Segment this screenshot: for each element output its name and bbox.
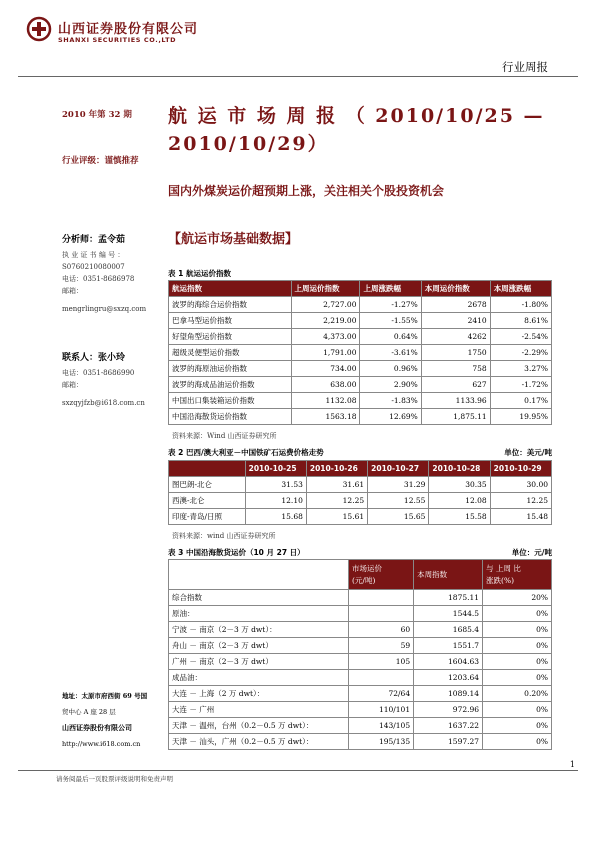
table-cell: 大连 － 广州 xyxy=(169,702,349,718)
company-website[interactable]: http://www.i618.com.cn xyxy=(62,740,141,748)
table-row xyxy=(169,686,552,702)
report-subtitle: 国内外煤炭运价超预期上涨，关注相关个股投资机会 xyxy=(168,184,445,198)
table2-header-cell: 2010-10-28 xyxy=(429,461,490,477)
table3-caption xyxy=(168,547,552,558)
table-cell: 1604.63 xyxy=(414,654,483,670)
table-cell: 195/135 xyxy=(349,734,414,750)
table-cell: 1875.11 xyxy=(414,590,483,606)
table-cell: 31.29 xyxy=(368,477,429,493)
table3-header-cell: 与 上周 比 涨跌(%) xyxy=(483,560,552,590)
table-cell: 0% xyxy=(483,622,552,638)
contact-phone: 电话：0351-8686990 xyxy=(62,369,135,377)
table3-header-row xyxy=(169,560,552,590)
table-cell: 1,875.11 xyxy=(421,409,490,425)
contact-info xyxy=(62,350,162,409)
table-row xyxy=(169,329,552,345)
table-cell: 0.20% xyxy=(483,686,552,702)
table-row xyxy=(169,702,552,718)
table2-caption xyxy=(168,447,552,458)
table-cell: 天津 － 温州，台州（0.2－0.5 万 dwt）： xyxy=(169,718,349,734)
table-cell: 15.61 xyxy=(306,509,367,525)
cert-number: S0760210080007 xyxy=(62,263,125,271)
table-cell: 2,727.00 xyxy=(291,297,360,313)
table-cell: 15.65 xyxy=(368,509,429,525)
disclaimer-text: 请务阅最后一页股票评级说明和免责声明 xyxy=(56,775,173,783)
table-cell: 图巴朗-北仑 xyxy=(169,477,246,493)
table-cell: -1.27% xyxy=(360,297,421,313)
analyst-name: 分析师：孟令茹 xyxy=(62,235,126,245)
issue-number: 2010 年第 32 期 xyxy=(62,110,132,120)
table-cell: 3.27% xyxy=(490,361,551,377)
table-cell: 1133.96 xyxy=(421,393,490,409)
table-cell: 638.00 xyxy=(291,377,360,393)
table-row xyxy=(169,409,552,425)
table-cell: 天津 － 汕头，广州（0.2－0.5 万 dwt）： xyxy=(169,734,349,750)
table-cell: 1544.5 xyxy=(414,606,483,622)
table-cell: 12.25 xyxy=(490,493,551,509)
table-row xyxy=(169,622,552,638)
table-row xyxy=(169,638,552,654)
table2-header-row xyxy=(169,461,552,477)
table-cell: 宁波 － 南京（2－3 万 dwt）： xyxy=(169,622,349,638)
table1-header-cell: 本周涨跌幅 xyxy=(490,281,551,297)
analyst-email-label: 邮箱： xyxy=(62,287,83,295)
table-cell: 60 xyxy=(349,622,414,638)
table-cell xyxy=(349,670,414,686)
table-cell: 110/101 xyxy=(349,702,414,718)
table-cell: 1637.22 xyxy=(414,718,483,734)
table-cell: 15.68 xyxy=(245,509,306,525)
table-cell: 15.48 xyxy=(490,509,551,525)
table-cell: 好望角型运价指数 xyxy=(169,329,292,345)
table-cell: 成品油： xyxy=(169,670,349,686)
table2-header-cell: 2010-10-26 xyxy=(306,461,367,477)
table1-caption: 表 1 航运运价指数 xyxy=(168,269,231,278)
table-cell: 105 xyxy=(349,654,414,670)
table-cell: 0% xyxy=(483,638,552,654)
table-cell: 8.61% xyxy=(490,313,551,329)
table-cell xyxy=(349,606,414,622)
table1-header-cell: 本周运价指数 xyxy=(421,281,490,297)
table-cell: 1089.14 xyxy=(414,686,483,702)
table-cell: 2.90% xyxy=(360,377,421,393)
table2-iron-ore-freight xyxy=(168,460,552,525)
table-cell: 4262 xyxy=(421,329,490,345)
table-cell: 1597.27 xyxy=(414,734,483,750)
table-cell: -3.61% xyxy=(360,345,421,361)
table2-header-cell xyxy=(169,461,246,477)
table-cell: 原油： xyxy=(169,606,349,622)
table2-header-cell: 2010-10-27 xyxy=(368,461,429,477)
table1-header-cell: 上周涨跌幅 xyxy=(360,281,421,297)
table-cell: 30.35 xyxy=(429,477,490,493)
table-cell: 0.64% xyxy=(360,329,421,345)
analyst-phone: 电话：0351-8686978 xyxy=(62,275,135,283)
table-cell: 印度-青岛/日照 xyxy=(169,509,246,525)
header-divider xyxy=(18,76,578,77)
table-cell: 广州 － 南京（2－3 万 dwt） xyxy=(169,654,349,670)
table-cell: 波罗的海成品油运价指数 xyxy=(169,377,292,393)
table-cell: -1.83% xyxy=(360,393,421,409)
table-cell xyxy=(349,590,414,606)
table-cell: 143/105 xyxy=(349,718,414,734)
footer-company: 山西证券股份有限公司 xyxy=(62,723,132,732)
table-cell: 12.08 xyxy=(429,493,490,509)
table2-header-cell: 2010-10-25 xyxy=(245,461,306,477)
table3-header-cell: 本周指数 xyxy=(414,560,483,590)
table1-header-row xyxy=(169,281,552,297)
table1-freight-index xyxy=(168,280,552,425)
table1-header-cell: 航运指数 xyxy=(169,281,292,297)
report-title: 航 运 市 场 周 报 （ 2010/10/25 — 2010/10/29） xyxy=(168,105,545,155)
table-cell: 1551.7 xyxy=(414,638,483,654)
table1-header-cell: 上周运价指数 xyxy=(291,281,360,297)
cert-label: 执 业 证 书 编 号 ： xyxy=(62,251,125,259)
address-line-1: 地址：太原市府西街 69 号国 xyxy=(62,692,148,700)
table-cell: 舟山 － 南京（2－3 万 dwt） xyxy=(169,638,349,654)
table-cell: 2,219.00 xyxy=(291,313,360,329)
report-type: 行业周报 xyxy=(502,60,548,74)
table-row xyxy=(169,590,552,606)
table-row xyxy=(169,509,552,525)
table-cell: 综合指数 xyxy=(169,590,349,606)
table-cell: 20% xyxy=(483,590,552,606)
table-cell: 大连 － 上海（2 万 dwt）： xyxy=(169,686,349,702)
table-cell: 2678 xyxy=(421,297,490,313)
table-row xyxy=(169,477,552,493)
table-cell: 中国沿海散货运价指数 xyxy=(169,409,292,425)
table-cell: 0.17% xyxy=(490,393,551,409)
table-cell: 0% xyxy=(483,670,552,686)
table-cell: 1563.18 xyxy=(291,409,360,425)
industry-rating: 行业评级：谨慎推荐 xyxy=(62,156,139,166)
table-row xyxy=(169,606,552,622)
table-row xyxy=(169,654,552,670)
page-number: 1 xyxy=(569,760,575,769)
table-cell: 31.53 xyxy=(245,477,306,493)
footer-divider xyxy=(18,770,578,771)
table-row xyxy=(169,345,552,361)
table-cell: 0% xyxy=(483,606,552,622)
table1-source: 资料来源：Wind 山西证券研究所 xyxy=(172,432,277,440)
analyst-email[interactable]: mengrlingru@sxzq.com xyxy=(62,305,147,313)
table-cell: 0.96% xyxy=(360,361,421,377)
table-cell: 30.00 xyxy=(490,477,551,493)
table-cell: -1.72% xyxy=(490,377,551,393)
table2-source: 资料来源：wind 山西证券研究所 xyxy=(172,532,276,540)
section-title: 【航运市场基础数据】 xyxy=(168,232,299,247)
table-cell: 12.25 xyxy=(306,493,367,509)
table-cell: 15.58 xyxy=(429,509,490,525)
contact-email-label: 邮箱： xyxy=(62,381,83,389)
table-cell: 波罗的海综合运价指数 xyxy=(169,297,292,313)
company-logo-icon xyxy=(26,16,52,42)
table2-caption-text: 表 2 巴西/澳大利亚－中国铁矿石运费价格走势 xyxy=(168,448,324,457)
contact-email[interactable]: sxzqyjfzb@i618.com.cn xyxy=(62,399,145,407)
table-cell: 1685.4 xyxy=(414,622,483,638)
table-row xyxy=(169,734,552,750)
table-cell: 1132.08 xyxy=(291,393,360,409)
table-cell: -1.80% xyxy=(490,297,551,313)
table-cell: 1,791.00 xyxy=(291,345,360,361)
table-row xyxy=(169,361,552,377)
table-cell: 中国出口集装箱运价指数 xyxy=(169,393,292,409)
table-cell: 0% xyxy=(483,734,552,750)
table-cell: 59 xyxy=(349,638,414,654)
table-cell: 12.10 xyxy=(245,493,306,509)
table-cell: -2.29% xyxy=(490,345,551,361)
table2-unit: 单位：美元/吨 xyxy=(504,448,552,457)
company-name-cn: 山西证券股份有限公司 xyxy=(58,22,199,37)
contact-name: 联系人：张小玲 xyxy=(62,353,126,363)
table-cell: 西澳-北仑 xyxy=(169,493,246,509)
table-cell: 627 xyxy=(421,377,490,393)
table-cell: 0% xyxy=(483,654,552,670)
address-line-2: 贸中心 A 座 28 层 xyxy=(62,708,116,716)
table3-header-cell xyxy=(169,560,349,590)
table-row xyxy=(169,377,552,393)
table-cell: 19.95% xyxy=(490,409,551,425)
table-cell: 超级灵便型运价指数 xyxy=(169,345,292,361)
table-row xyxy=(169,718,552,734)
table3-header-cell: 市场运价 (元/吨) xyxy=(349,560,414,590)
table-cell: 1203.64 xyxy=(414,670,483,686)
company-name-en: SHANXI SECURITIES CO.,LTD xyxy=(58,36,177,44)
table-row xyxy=(169,313,552,329)
table-cell: 758 xyxy=(421,361,490,377)
table-row xyxy=(169,493,552,509)
page-header xyxy=(18,12,578,74)
table-cell: 波罗的海原油运价指数 xyxy=(169,361,292,377)
table-cell: 12.55 xyxy=(368,493,429,509)
table-cell: 4,373.00 xyxy=(291,329,360,345)
table-cell: 2410 xyxy=(421,313,490,329)
table-row xyxy=(169,670,552,686)
table-cell: -2.54% xyxy=(490,329,551,345)
table-cell: 0% xyxy=(483,718,552,734)
table-cell: 72/64 xyxy=(349,686,414,702)
table-cell: 1750 xyxy=(421,345,490,361)
table3-caption-text: 表 3 中国沿海散货运价（10 月 27 日） xyxy=(168,548,305,557)
table-cell: 巴拿马型运价指数 xyxy=(169,313,292,329)
table-cell: 0% xyxy=(483,702,552,718)
table2-header-cell: 2010-10-29 xyxy=(490,461,551,477)
table-cell: 734.00 xyxy=(291,361,360,377)
table-row xyxy=(169,393,552,409)
table3-coastal-bulk-freight xyxy=(168,559,552,750)
table3-unit: 单位：元/吨 xyxy=(511,548,552,557)
table-cell: 972.96 xyxy=(414,702,483,718)
table-cell: 12.69% xyxy=(360,409,421,425)
table-cell: -1.55% xyxy=(360,313,421,329)
company-address-block xyxy=(62,688,162,752)
table-row xyxy=(169,297,552,313)
analyst-info xyxy=(62,232,162,315)
table-cell: 31.61 xyxy=(306,477,367,493)
